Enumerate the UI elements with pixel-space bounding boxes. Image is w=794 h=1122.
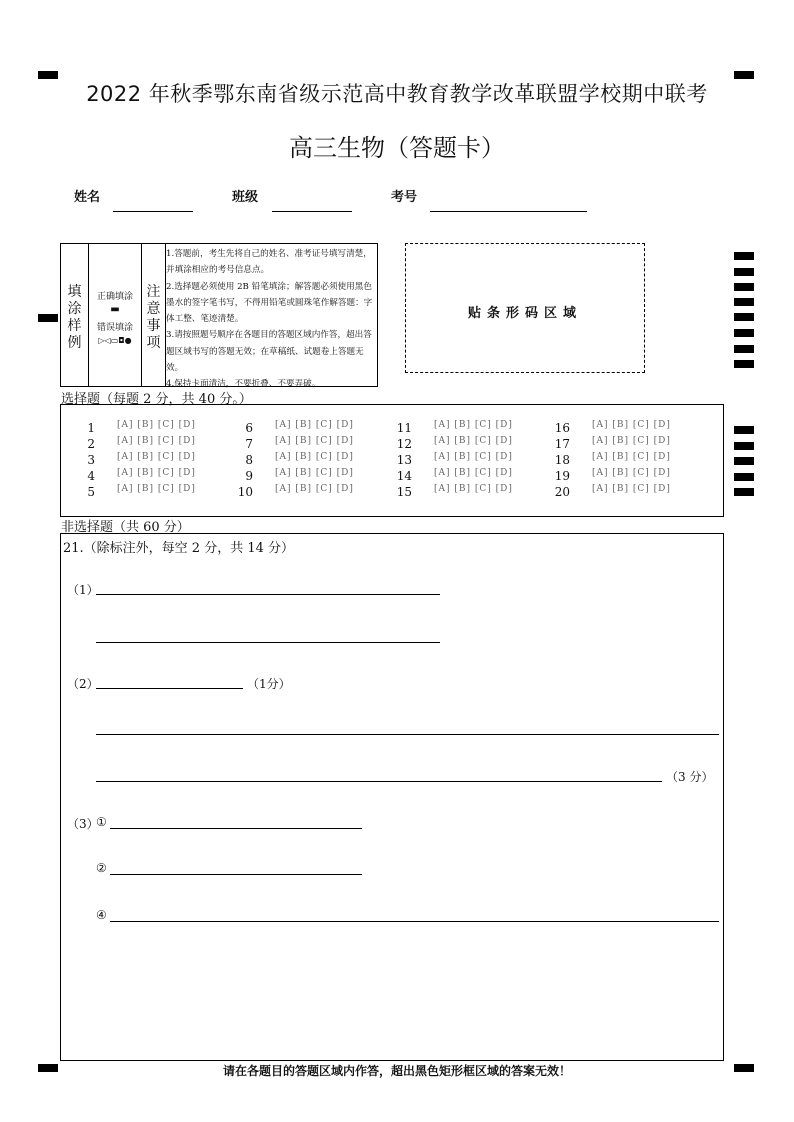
- timing-mark: [734, 252, 754, 260]
- timing-mark: [734, 426, 754, 434]
- mc-question-number: 8: [245, 453, 253, 467]
- alignment-mark-mid-left: [38, 314, 58, 322]
- fill-sample-label-cell: [61, 244, 89, 386]
- mc-question-number: 17: [554, 437, 570, 451]
- mc-question-number: 14: [396, 469, 412, 483]
- barcode-label: 贴条形码区域: [467, 306, 582, 321]
- mc-answer-grid: [60, 404, 724, 517]
- name-label: 姓名: [74, 190, 101, 205]
- timing-mark: [734, 283, 754, 291]
- correct-fill-mark: ▬: [110, 304, 120, 315]
- q21-part3-label: （3）: [67, 817, 99, 831]
- mc-question-number: 9: [245, 469, 253, 483]
- mc-options[interactable]: [A] [B] [C] [D]: [434, 452, 513, 462]
- timing-mark: [734, 268, 754, 276]
- q21-part1-label: （1）: [67, 583, 99, 597]
- barcode-area: [405, 243, 645, 373]
- mc-options[interactable]: [A] [B] [C] [D]: [275, 484, 354, 494]
- mc-options[interactable]: [A] [B] [C] [D]: [592, 452, 671, 462]
- mc-options[interactable]: [A] [B] [C] [D]: [275, 468, 354, 478]
- fill-sample-label: 填 涂 样 例: [67, 284, 82, 351]
- class-label: 班级: [232, 190, 259, 205]
- answer-line[interactable]: [96, 688, 243, 689]
- timing-mark: [734, 473, 754, 481]
- mc-question-number: 16: [554, 421, 570, 435]
- wrong-fill-marks: ▷◁▭◘●: [98, 336, 132, 345]
- answer-line[interactable]: [96, 594, 440, 595]
- exam-no-field[interactable]: [430, 211, 587, 212]
- q21-header: 21.（除标注外，每空 2 分，共 14 分）: [63, 541, 295, 556]
- mc-options[interactable]: [A] [B] [C] [D]: [592, 468, 671, 478]
- mc-question-number: 13: [396, 453, 412, 467]
- mc-options[interactable]: [A] [B] [C] [D]: [117, 484, 196, 494]
- non-mc-heading: 非选择题（共 60 分）: [61, 520, 190, 535]
- mc-options[interactable]: [A] [B] [C] [D]: [592, 484, 671, 494]
- score-note: （1分）: [247, 677, 291, 691]
- mc-options[interactable]: [A] [B] [C] [D]: [592, 436, 671, 446]
- note-item: 4.保持卡面清洁，不要折叠、不要弄破。: [166, 379, 321, 390]
- mc-question-number: 4: [87, 469, 95, 483]
- mc-options[interactable]: [A] [B] [C] [D]: [434, 420, 513, 430]
- note-item: 1.答题前，考生先将自己的姓名、准考证号填写清楚，并填涂相应的考号信息点。: [166, 249, 372, 276]
- mc-question-number: 19: [554, 469, 570, 483]
- mc-question-number: 1: [87, 421, 95, 435]
- sheet-subtitle: 高三生物（答题卡）: [289, 134, 505, 162]
- mc-question-number: 15: [396, 485, 412, 499]
- mc-question-number: 7: [245, 437, 253, 451]
- mc-options[interactable]: [A] [B] [C] [D]: [434, 436, 513, 446]
- instruction-box: [60, 243, 378, 390]
- mc-options[interactable]: [A] [B] [C] [D]: [592, 420, 671, 430]
- note-item: 2.选择题必须使用 2B 铅笔填涂；解答题必须使用黑色墨水的签字笔书写，不得用铅笔或圆珠笔作解答题：字体工整、笔迹清楚。: [166, 281, 373, 325]
- exam-no-label: 考号: [391, 190, 418, 205]
- timing-mark: [734, 488, 754, 496]
- mc-options[interactable]: [A] [B] [C] [D]: [275, 452, 354, 462]
- answer-line[interactable]: [96, 781, 662, 782]
- mc-question-number: 3: [87, 453, 95, 467]
- mc-options[interactable]: [A] [B] [C] [D]: [434, 484, 513, 494]
- mc-options[interactable]: [A] [B] [C] [D]: [275, 420, 354, 430]
- footer-warning: 请在各题目的答题区域内作答，超出黑色矩形框区域的答案无效！: [222, 1064, 571, 1078]
- mc-options[interactable]: [A] [B] [C] [D]: [117, 468, 196, 478]
- timing-mark: [734, 345, 754, 353]
- name-field[interactable]: [113, 211, 193, 212]
- timing-mark: [734, 298, 754, 306]
- mc-options[interactable]: [A] [B] [C] [D]: [117, 420, 196, 430]
- score-note: （3 分）: [666, 770, 714, 784]
- mc-question-number: 20: [554, 485, 570, 499]
- mc-question-number: 6: [245, 421, 253, 435]
- q21-part2-label: （2）: [67, 677, 99, 691]
- fill-sample-cell: [89, 244, 142, 386]
- correct-fill-label: 正确填涂: [96, 292, 133, 302]
- wrong-fill-label: 错误填涂: [96, 323, 133, 333]
- answer-line[interactable]: [96, 734, 719, 735]
- timing-mark: [734, 329, 754, 337]
- exam-title: 2022 年秋季鄂东南省级示范高中教育教学改革联盟学校期中联考: [86, 82, 708, 106]
- note-item: 3.请按照题号顺序在各题目的答题区域内作答，超出答题区域书写的答题无效；在草稿纸、试题卷上答题无效。: [166, 330, 372, 374]
- timing-mark: [734, 360, 754, 368]
- mc-question-number: 11: [396, 421, 412, 435]
- mc-question-number: 12: [396, 437, 412, 451]
- mc-options[interactable]: [A] [B] [C] [D]: [117, 436, 196, 446]
- answer-line[interactable]: [110, 828, 362, 829]
- timing-mark: [734, 313, 754, 321]
- mc-options[interactable]: [A] [B] [C] [D]: [434, 468, 513, 478]
- mc-question-number: 10: [237, 485, 253, 499]
- timing-mark: [734, 442, 754, 450]
- mc-heading: 选择题（每题 2 分，共 40 分。）: [61, 392, 252, 407]
- mc-question-number: 18: [554, 453, 570, 467]
- notes-list: [166, 246, 375, 393]
- timing-mark: [734, 457, 754, 465]
- circled-4: ④: [96, 908, 107, 922]
- answer-line[interactable]: [96, 642, 440, 643]
- notes-label-cell: [142, 244, 166, 386]
- mc-options[interactable]: [A] [B] [C] [D]: [117, 452, 196, 462]
- circled-2: ②: [96, 861, 107, 875]
- answer-line[interactable]: [110, 874, 362, 875]
- class-field[interactable]: [272, 211, 352, 212]
- mc-options[interactable]: [A] [B] [C] [D]: [275, 436, 354, 446]
- circled-1: ①: [96, 815, 107, 829]
- notes-label: 注 意 事 项: [146, 284, 161, 351]
- mc-question-number: 5: [87, 485, 95, 499]
- mc-question-number: 2: [87, 437, 95, 451]
- q21-answer-area: [60, 533, 724, 1061]
- answer-line[interactable]: [110, 921, 719, 922]
